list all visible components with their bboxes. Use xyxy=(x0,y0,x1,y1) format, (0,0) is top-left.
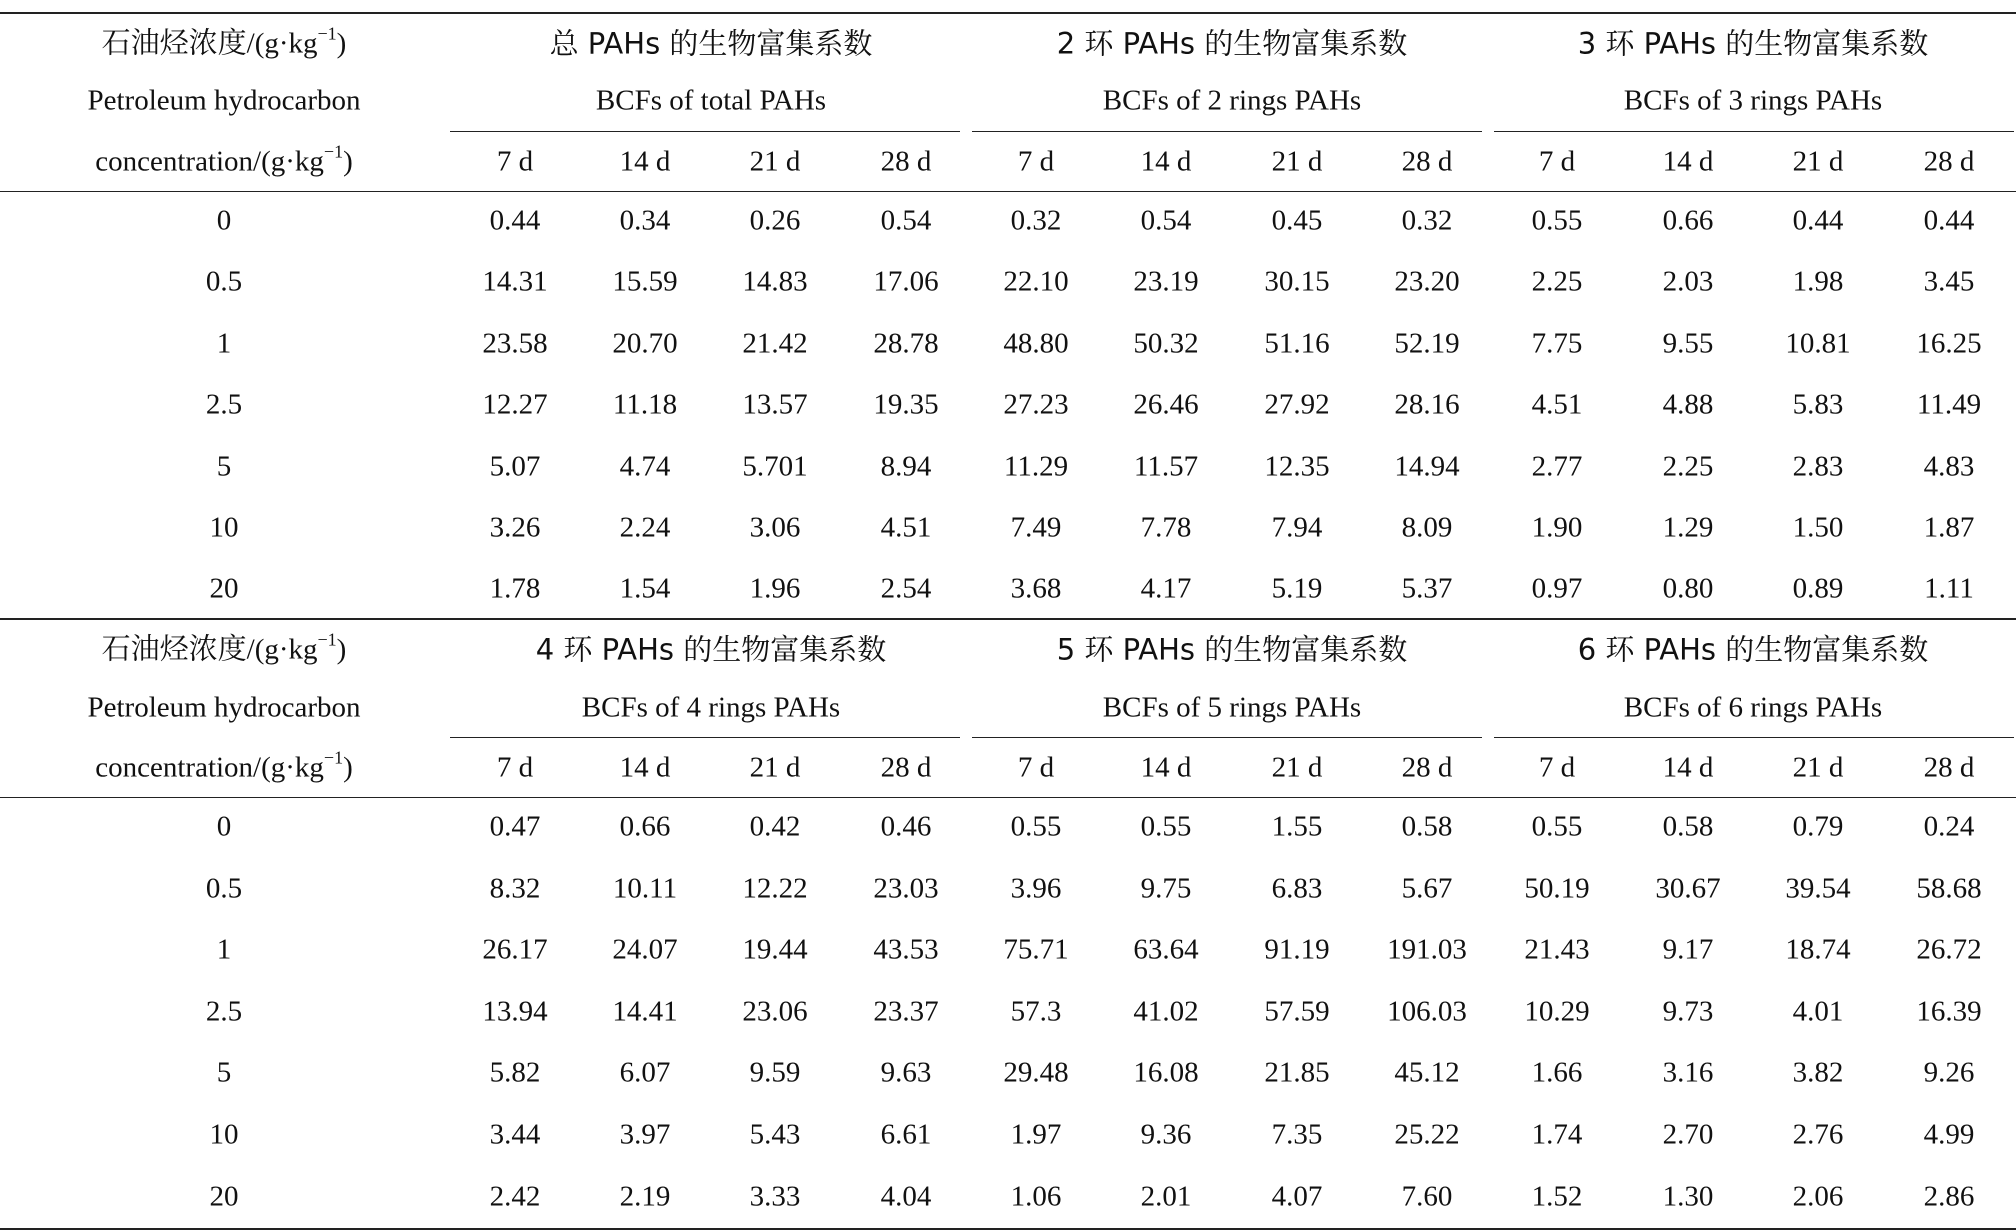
panel-divider-rule xyxy=(0,618,2016,620)
day-header: 14 d xyxy=(1662,145,1714,178)
bcf-value-cell: 50.19 xyxy=(1524,872,1590,905)
bcf-value-cell: 5.82 xyxy=(489,1056,541,1089)
concentration-cell: 0.5 xyxy=(205,872,243,905)
bcf-value-cell: 1.90 xyxy=(1531,511,1583,544)
bcf-value-cell: 4.17 xyxy=(1140,572,1192,605)
day-header: 21 d xyxy=(749,145,801,178)
bcf-value-cell: 0.55 xyxy=(1140,810,1192,843)
day-header: 28 d xyxy=(880,751,932,784)
bcf-value-cell: 2.01 xyxy=(1140,1180,1192,1213)
bcf-value-cell: 23.03 xyxy=(873,872,939,905)
bcf-value-cell: 0.58 xyxy=(1662,810,1714,843)
bcf-value-cell: 1.74 xyxy=(1531,1118,1583,1151)
bcf-value-cell: 2.77 xyxy=(1531,450,1583,483)
bcf-value-cell: 4.74 xyxy=(619,450,671,483)
bcf-value-cell: 19.35 xyxy=(873,388,939,421)
bcf-value-cell: 14.94 xyxy=(1394,450,1460,483)
bcf-value-cell: 21.43 xyxy=(1524,933,1590,966)
day-header: 7 d xyxy=(1538,751,1576,784)
day-header: 28 d xyxy=(1401,145,1453,178)
bcf-value-cell: 7.94 xyxy=(1271,511,1323,544)
group-title-en: BCFs of 3 rings PAHs xyxy=(1623,84,1883,117)
bcf-value-cell: 3.68 xyxy=(1010,572,1062,605)
bcf-value-cell: 23.58 xyxy=(482,327,548,360)
concentration-cell: 2.5 xyxy=(205,995,243,1028)
group-title-cn: 2 环 PAHs 的生物富集系数 xyxy=(1056,26,1408,61)
bcf-value-cell: 50.32 xyxy=(1133,327,1199,360)
bcf-value-cell: 3.26 xyxy=(489,511,541,544)
bcf-value-cell: 11.29 xyxy=(1003,450,1069,483)
bcf-value-cell: 14.31 xyxy=(482,265,548,298)
bcf-value-cell: 24.07 xyxy=(612,933,678,966)
bcf-value-cell: 0.58 xyxy=(1401,810,1453,843)
bcf-value-cell: 3.44 xyxy=(489,1118,541,1151)
bcf-value-cell: 0.32 xyxy=(1401,204,1453,237)
bcf-value-cell: 0.24 xyxy=(1923,810,1975,843)
bcf-value-cell: 23.20 xyxy=(1394,265,1460,298)
bcf-value-cell: 16.39 xyxy=(1916,995,1982,1028)
bcf-value-cell: 3.33 xyxy=(749,1180,801,1213)
day-header: 21 d xyxy=(749,751,801,784)
concentration-cell: 2.5 xyxy=(205,388,243,421)
bcf-value-cell: 3.45 xyxy=(1923,265,1975,298)
concentration-cell: 10 xyxy=(209,511,239,544)
bcf-value-cell: 0.34 xyxy=(619,204,671,237)
bcf-value-cell: 5.701 xyxy=(742,450,808,483)
bcf-value-cell: 1.97 xyxy=(1010,1118,1062,1151)
bcf-value-cell: 30.67 xyxy=(1655,872,1721,905)
day-header: 14 d xyxy=(619,145,671,178)
bcf-value-cell: 1.11 xyxy=(1924,572,1974,605)
bcf-value-cell: 2.25 xyxy=(1662,450,1714,483)
concentration-cell: 20 xyxy=(209,572,239,605)
bcf-value-cell: 9.75 xyxy=(1140,872,1192,905)
bcf-value-cell: 3.96 xyxy=(1010,872,1062,905)
bcf-value-cell: 5.67 xyxy=(1401,872,1453,905)
bcf-value-cell: 7.75 xyxy=(1531,327,1583,360)
bcf-value-cell: 4.83 xyxy=(1923,450,1975,483)
bcf-value-cell: 12.22 xyxy=(742,872,808,905)
bcf-value-cell: 43.53 xyxy=(873,933,939,966)
bcf-value-cell: 48.80 xyxy=(1003,327,1069,360)
day-header: 28 d xyxy=(1923,751,1975,784)
bcf-value-cell: 0.55 xyxy=(1531,204,1583,237)
bcf-value-cell: 191.03 xyxy=(1387,933,1467,966)
group-underline xyxy=(450,737,960,738)
concentration-cell: 5 xyxy=(216,1056,232,1089)
bcf-value-cell: 8.09 xyxy=(1401,511,1453,544)
concentration-cell: 1 xyxy=(216,933,232,966)
bcf-value-cell: 1.96 xyxy=(749,572,801,605)
group-title-cn: 5 环 PAHs 的生物富集系数 xyxy=(1056,632,1408,667)
bcf-value-cell: 4.51 xyxy=(880,511,932,544)
bcf-value-cell: 5.19 xyxy=(1271,572,1323,605)
day-header: 7 d xyxy=(496,145,534,178)
bcf-value-cell: 63.64 xyxy=(1133,933,1199,966)
first-col-header-unit: concentration/$(g\cdot kg^{-1})$ xyxy=(95,141,353,178)
bcf-value-cell: 3.97 xyxy=(619,1118,671,1151)
concentration-cell: 20 xyxy=(209,1180,239,1213)
group-underline xyxy=(972,131,1482,132)
day-header: 21 d xyxy=(1271,145,1323,178)
day-header: 28 d xyxy=(1923,145,1975,178)
bcf-value-cell: 27.23 xyxy=(1003,388,1069,421)
bcf-value-cell: 9.26 xyxy=(1923,1056,1975,1089)
day-header: 7 d xyxy=(1538,145,1576,178)
concentration-cell: 0 xyxy=(216,810,232,843)
bcf-value-cell: 1.29 xyxy=(1662,511,1714,544)
bcf-value-cell: 0.47 xyxy=(489,810,541,843)
bcf-value-cell: 12.35 xyxy=(1264,450,1330,483)
bcf-value-cell: 3.82 xyxy=(1792,1056,1844,1089)
day-header: 14 d xyxy=(1140,751,1192,784)
day-header: 28 d xyxy=(1401,751,1453,784)
bcf-value-cell: 4.51 xyxy=(1531,388,1583,421)
bcf-value-cell: 22.10 xyxy=(1003,265,1069,298)
bcf-value-cell: 23.37 xyxy=(873,995,939,1028)
bcf-value-cell: 7.60 xyxy=(1401,1180,1453,1213)
bcf-value-cell: 52.19 xyxy=(1394,327,1460,360)
bcf-value-cell: 7.49 xyxy=(1010,511,1062,544)
bcf-value-cell: 17.06 xyxy=(873,265,939,298)
bcf-value-cell: 10.11 xyxy=(612,872,678,905)
bcf-value-cell: 5.83 xyxy=(1792,388,1844,421)
bcf-value-cell: 18.74 xyxy=(1785,933,1851,966)
bcf-value-cell: 14.83 xyxy=(742,265,808,298)
bcf-value-cell: 11.18 xyxy=(612,388,678,421)
table-bottom-rule xyxy=(0,1228,2016,1230)
bcf-value-cell: 4.99 xyxy=(1923,1118,1975,1151)
bcf-value-cell: 4.04 xyxy=(880,1180,932,1213)
day-header: 7 d xyxy=(1017,145,1055,178)
table-top-rule xyxy=(0,12,2016,14)
bcf-value-cell: 10.81 xyxy=(1785,327,1851,360)
group-title-cn: 6 环 PAHs 的生物富集系数 xyxy=(1577,632,1929,667)
day-header: 28 d xyxy=(880,145,932,178)
day-header: 7 d xyxy=(496,751,534,784)
bcf-value-cell: 10.29 xyxy=(1524,995,1590,1028)
bcf-value-cell: 16.25 xyxy=(1916,327,1982,360)
bcf-value-cell: 29.48 xyxy=(1003,1056,1069,1089)
bcf-value-cell: 13.57 xyxy=(742,388,808,421)
bcf-value-cell: 41.02 xyxy=(1133,995,1199,1028)
bcf-value-cell: 57.59 xyxy=(1264,995,1330,1028)
bcf-value-cell: 9.55 xyxy=(1662,327,1714,360)
first-col-header-unit: concentration/$(g\cdot kg^{-1})$ xyxy=(95,747,353,784)
concentration-cell: 0.5 xyxy=(205,265,243,298)
group-title-cn: 4 环 PAHs 的生物富集系数 xyxy=(535,632,887,667)
bcf-value-cell: 23.19 xyxy=(1133,265,1199,298)
bcf-value-cell: 12.27 xyxy=(482,388,548,421)
bcf-value-cell: 75.71 xyxy=(1003,933,1069,966)
group-title-cn: 3 环 PAHs 的生物富集系数 xyxy=(1577,26,1929,61)
bcf-value-cell: 15.59 xyxy=(612,265,678,298)
day-header: 7 d xyxy=(1017,751,1055,784)
bcf-value-cell: 2.54 xyxy=(880,572,932,605)
bcf-value-cell: 11.49 xyxy=(1916,388,1982,421)
bcf-value-cell: 19.44 xyxy=(742,933,808,966)
group-title-cn: 总 PAHs 的生物富集系数 xyxy=(549,26,873,61)
bcf-value-cell: 20.70 xyxy=(612,327,678,360)
bcf-value-cell: 0.66 xyxy=(1662,204,1714,237)
bcf-value-cell: 1.87 xyxy=(1923,511,1975,544)
bcf-value-cell: 0.55 xyxy=(1531,810,1583,843)
bcf-value-cell: 2.76 xyxy=(1792,1118,1844,1151)
header-bottom-rule xyxy=(0,797,2016,798)
first-col-header-en: Petroleum hydrocarbon xyxy=(87,84,361,117)
day-header: 21 d xyxy=(1792,751,1844,784)
bcf-value-cell: 26.72 xyxy=(1916,933,1982,966)
first-col-header-en: Petroleum hydrocarbon xyxy=(87,691,361,724)
bcf-value-cell: 57.3 xyxy=(1010,995,1062,1028)
bcf-value-cell: 0.80 xyxy=(1662,572,1714,605)
bcf-value-cell: 2.03 xyxy=(1662,265,1714,298)
bcf-value-cell: 1.50 xyxy=(1792,511,1844,544)
concentration-cell: 10 xyxy=(209,1118,239,1151)
bcf-value-cell: 13.94 xyxy=(482,995,548,1028)
bcf-value-cell: 0.26 xyxy=(749,204,801,237)
bcf-value-cell: 28.16 xyxy=(1394,388,1460,421)
bcf-value-cell: 25.22 xyxy=(1394,1118,1460,1151)
bcf-value-cell: 2.70 xyxy=(1662,1118,1714,1151)
group-underline xyxy=(1494,131,2014,132)
bcf-value-cell: 6.83 xyxy=(1271,872,1323,905)
bcf-value-cell: 106.03 xyxy=(1387,995,1467,1028)
bcf-value-cell: 2.24 xyxy=(619,511,671,544)
header-bottom-rule xyxy=(0,191,2016,192)
bcf-value-cell: 6.61 xyxy=(880,1118,932,1151)
bcf-value-cell: 0.54 xyxy=(1140,204,1192,237)
bcf-value-cell: 1.98 xyxy=(1792,265,1844,298)
bcf-value-cell: 91.19 xyxy=(1264,933,1330,966)
bcf-value-cell: 2.19 xyxy=(619,1180,671,1213)
bcf-value-cell: 3.06 xyxy=(749,511,801,544)
bcf-value-cell: 2.86 xyxy=(1923,1180,1975,1213)
bcf-value-cell: 4.88 xyxy=(1662,388,1714,421)
bcf-value-cell: 0.46 xyxy=(880,810,932,843)
bcf-value-cell: 9.59 xyxy=(749,1056,801,1089)
bcf-value-cell: 26.46 xyxy=(1133,388,1199,421)
bcf-value-cell: 51.16 xyxy=(1264,327,1330,360)
bcf-value-cell: 0.44 xyxy=(489,204,541,237)
bcf-value-cell: 39.54 xyxy=(1785,872,1851,905)
day-header: 14 d xyxy=(619,751,671,784)
bcf-value-cell: 0.79 xyxy=(1792,810,1844,843)
first-col-header-cn: 石油烃浓度$/(g\cdot kg^{-1})$ xyxy=(101,23,347,60)
bcf-value-cell: 2.25 xyxy=(1531,265,1583,298)
bcf-value-cell: 9.17 xyxy=(1662,933,1714,966)
bcf-value-cell: 0.45 xyxy=(1271,204,1323,237)
bcf-value-cell: 14.41 xyxy=(612,995,678,1028)
bcf-value-cell: 3.16 xyxy=(1662,1056,1714,1089)
bcf-value-cell: 0.89 xyxy=(1792,572,1844,605)
bcf-value-cell: 0.44 xyxy=(1923,204,1975,237)
bcf-value-cell: 9.73 xyxy=(1662,995,1714,1028)
group-title-en: BCFs of 6 rings PAHs xyxy=(1623,691,1883,724)
day-header: 14 d xyxy=(1140,145,1192,178)
bcf-value-cell: 16.08 xyxy=(1133,1056,1199,1089)
group-underline xyxy=(972,737,1482,738)
bcf-value-cell: 58.68 xyxy=(1916,872,1982,905)
bcf-value-cell: 5.37 xyxy=(1401,572,1453,605)
bcf-value-cell: 23.06 xyxy=(742,995,808,1028)
bcf-value-cell: 5.07 xyxy=(489,450,541,483)
bcf-value-cell: 2.06 xyxy=(1792,1180,1844,1213)
bcf-value-cell: 11.57 xyxy=(1133,450,1199,483)
bcf-value-cell: 28.78 xyxy=(873,327,939,360)
bcf-value-cell: 1.52 xyxy=(1531,1180,1583,1213)
bcf-value-cell: 21.85 xyxy=(1264,1056,1330,1089)
bcf-value-cell: 1.55 xyxy=(1271,810,1323,843)
bcf-value-cell: 30.15 xyxy=(1264,265,1330,298)
bcf-value-cell: 0.97 xyxy=(1531,572,1583,605)
group-title-en: BCFs of 2 rings PAHs xyxy=(1102,84,1362,117)
bcf-value-cell: 45.12 xyxy=(1394,1056,1460,1089)
bcf-value-cell: 21.42 xyxy=(742,327,808,360)
first-col-header-cn: 石油烃浓度$/(g\cdot kg^{-1})$ xyxy=(101,629,347,666)
bcf-value-cell: 6.07 xyxy=(619,1056,671,1089)
bcf-value-cell: 27.92 xyxy=(1264,388,1330,421)
bcf-value-cell: 0.44 xyxy=(1792,204,1844,237)
bcf-value-cell: 0.55 xyxy=(1010,810,1062,843)
bcf-value-cell: 8.94 xyxy=(880,450,932,483)
bcf-value-cell: 0.66 xyxy=(619,810,671,843)
day-header: 21 d xyxy=(1792,145,1844,178)
bcf-value-cell: 0.32 xyxy=(1010,204,1062,237)
bcf-value-cell: 9.63 xyxy=(880,1056,932,1089)
bcf-value-cell: 4.07 xyxy=(1271,1180,1323,1213)
bcf-value-cell: 2.83 xyxy=(1792,450,1844,483)
day-header: 21 d xyxy=(1271,751,1323,784)
bcf-value-cell: 1.54 xyxy=(619,572,671,605)
concentration-cell: 1 xyxy=(216,327,232,360)
group-title-en: BCFs of 5 rings PAHs xyxy=(1102,691,1362,724)
day-header: 14 d xyxy=(1662,751,1714,784)
bcf-value-cell: 2.42 xyxy=(489,1180,541,1213)
bcf-value-cell: 4.01 xyxy=(1792,995,1844,1028)
concentration-cell: 0 xyxy=(216,204,232,237)
bcf-value-cell: 5.43 xyxy=(749,1118,801,1151)
bcf-value-cell: 1.78 xyxy=(489,572,541,605)
bcf-value-cell: 8.32 xyxy=(489,872,541,905)
bcf-value-cell: 1.30 xyxy=(1662,1180,1714,1213)
bcf-value-cell: 9.36 xyxy=(1140,1118,1192,1151)
concentration-cell: 5 xyxy=(216,450,232,483)
bcf-value-cell: 0.54 xyxy=(880,204,932,237)
bcf-value-cell: 0.42 xyxy=(749,810,801,843)
group-title-en: BCFs of 4 rings PAHs xyxy=(581,691,841,724)
bcf-value-cell: 1.06 xyxy=(1010,1180,1062,1213)
bcf-value-cell: 1.66 xyxy=(1531,1056,1583,1089)
bcf-value-cell: 7.35 xyxy=(1271,1118,1323,1151)
group-underline xyxy=(1494,737,2014,738)
group-title-en: BCFs of total PAHs xyxy=(595,84,827,117)
bcf-value-cell: 26.17 xyxy=(482,933,548,966)
bcf-value-cell: 7.78 xyxy=(1140,511,1192,544)
group-underline xyxy=(450,131,960,132)
